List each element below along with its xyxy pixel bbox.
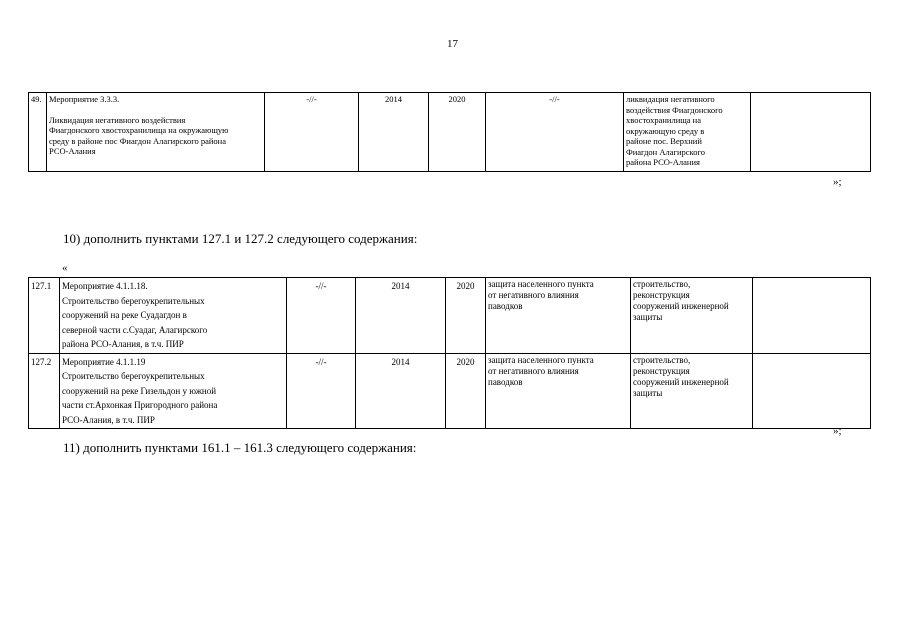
empty-cell — [753, 353, 871, 429]
measure-title: Мероприятие 4.1.1.18. — [62, 281, 148, 291]
expected-result — [624, 93, 751, 172]
section-heading-10: 10) дополнить пунктами 127.1 и 127.2 следующего содержания: — [63, 231, 418, 246]
description-line: части ст.Архонкая Пригородного района — [62, 400, 218, 410]
expected-result — [631, 278, 753, 354]
row-number: 49. — [29, 93, 47, 172]
result-line: района РСО-Алания — [626, 157, 700, 167]
ditto-mark: -//- — [265, 93, 359, 172]
result-line: строительство, — [633, 279, 691, 289]
description-line: РСО-Алания, в т.ч. ПИР — [62, 414, 155, 425]
result-line: реконструкция — [633, 365, 690, 376]
description-line: северной части с.Суадаг, Алагирского — [62, 324, 208, 335]
description-line: среду в районе пос Фиагдон Алагирского района — [49, 135, 226, 146]
objective — [486, 353, 631, 429]
result-line: строительство, — [633, 354, 691, 365]
table-row — [29, 93, 871, 172]
empty-cell — [751, 93, 871, 172]
measure-description — [47, 93, 265, 172]
end-year: 2020 — [446, 278, 486, 354]
start-year: 2014 — [356, 353, 446, 429]
measures-table-2 — [28, 277, 871, 429]
closing-quote: »; — [833, 425, 842, 437]
empty-cell — [753, 278, 871, 354]
row-number: 127.2 — [29, 353, 60, 429]
page-number: 17 — [447, 38, 458, 50]
result-line: реконструкция — [633, 290, 690, 300]
description-line: Строительство берегоукрепительных — [62, 371, 205, 381]
measures-table-1 — [28, 92, 871, 172]
result-line: ликвидация негативного — [626, 94, 715, 104]
section-heading-11: 11) дополнить пунктами 161.1 – 161.3 следующего содержания: — [63, 440, 417, 455]
result-line: районе пос. Верхний — [626, 136, 702, 146]
row-number: 127.1 — [29, 278, 60, 354]
result-line: воздействия Фиагдонского — [626, 104, 723, 115]
measure-description — [60, 278, 287, 354]
opening-quote: « — [62, 262, 68, 274]
description-line: Строительство берегоукрепительных — [62, 295, 205, 306]
start-year: 2014 — [356, 278, 446, 354]
objective-line: защита населенного пункта — [488, 354, 594, 365]
table-row — [29, 278, 871, 354]
objective-line: от негативного влияния — [488, 290, 579, 300]
ditto-mark: -//- — [486, 93, 624, 172]
objective-line: паводков — [488, 376, 523, 387]
ditto-mark: -//- — [287, 353, 356, 429]
result-line: сооружений инженерной — [633, 376, 729, 387]
description-line: сооружений на реке Гизельдон у южной — [62, 385, 217, 396]
result-line: Фиагдон Алагирского — [626, 146, 706, 157]
objective — [486, 278, 631, 354]
objective-line: защита населенного пункта — [488, 279, 594, 289]
objective-line: паводков — [488, 301, 523, 311]
description-line: сооружений на реке Суадагдон в — [62, 310, 187, 320]
end-year: 2020 — [446, 353, 486, 429]
description-line: РСО-Алания — [49, 146, 96, 156]
objective-line: от негативного влияния — [488, 365, 579, 376]
closing-quote: »; — [833, 176, 842, 188]
end-year: 2020 — [429, 93, 486, 172]
start-year: 2014 — [359, 93, 429, 172]
result-line: защиты — [633, 387, 663, 398]
ditto-mark: -//- — [287, 278, 356, 354]
description-line: Ликвидация негативного воздействия — [49, 114, 186, 125]
result-line: окружающую среду в — [626, 125, 705, 136]
result-line: хвостохранилища на — [626, 115, 702, 125]
description-line: Фиагдонского хвостохранилища на окружающую — [49, 125, 229, 135]
result-line: сооружений инженерной — [633, 301, 729, 311]
expected-result — [631, 353, 753, 429]
result-line: защиты — [633, 312, 663, 322]
measure-title: Мероприятие 3.3.3. — [49, 94, 120, 104]
description-line: района РСО-Алания, в т.ч. ПИР — [62, 339, 184, 349]
measure-title: Мероприятие 4.1.1.19 — [62, 356, 146, 367]
table-row — [29, 353, 871, 429]
measure-description — [60, 353, 287, 429]
